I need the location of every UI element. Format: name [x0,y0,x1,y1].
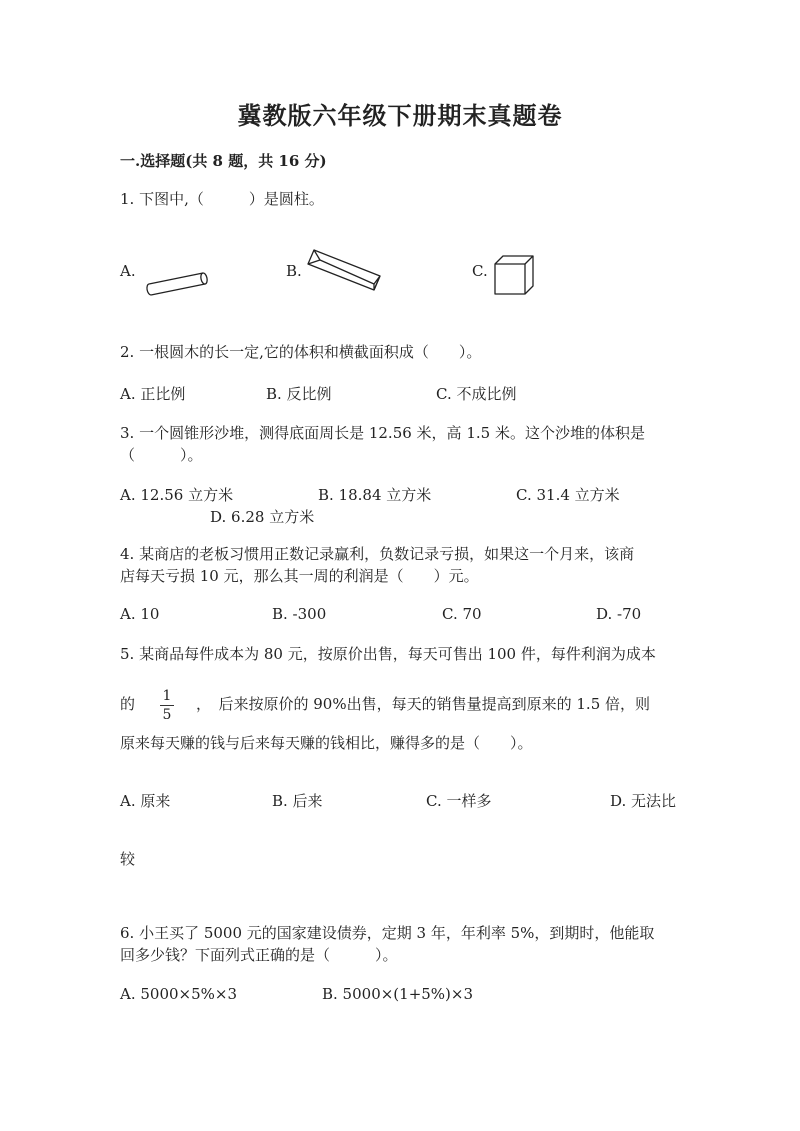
question-2-option-c: C. 不成比例 [436,385,517,403]
question-5-text-line1: 5. 某商品每件成本为 80 元，按原价出售，每天可售出 100 件，每件利润为成本 [120,645,656,663]
question-4-text-line2: 店每天亏损 10 元，那么其一周的利润是（ ）元。 [120,567,479,585]
question-1-option-c: C. [472,262,488,280]
fraction-numerator: 1 [162,688,172,704]
question-4-text-line1: 4. 某商店的老板习惯用正数记录赢利，负数记录亏损，如果这一个月来，该商 [120,545,635,563]
question-2-option-b: B. 反比例 [266,385,332,403]
question-5-option-c: C. 一样多 [426,792,492,810]
cube-icon [492,253,534,297]
question-5-option-a: A. 原来 [120,792,171,810]
question-5-option-d: D. 无法比 [610,792,677,810]
question-3-option-b: B. 18.84 立方米 [318,486,432,504]
question-4-option-b: B. -300 [272,605,327,623]
question-5-text-prefix: 的 [120,695,136,713]
question-6-text-line2: 回多少钱？下面列式正确的是（ ）。 [120,946,398,964]
question-2-option-a: A. 正比例 [120,385,186,403]
triangular-prism-icon [300,246,386,296]
question-6-option-b: B. 5000×(1+5%)×3 [322,985,474,1003]
question-4-option-a: A. 10 [120,605,160,623]
cylinder-icon [140,268,212,298]
question-5-fraction [160,685,174,723]
section-heading: 一.选择题(共 8 题，共 16 分) [120,152,327,170]
question-6-text-line1: 6. 小王买了 5000 元的国家建设债券，定期 3 年，年利率 5%，到期时，他能取 [120,924,655,942]
question-5-option-b: B. 后来 [272,792,323,810]
question-3-option-c: C. 31.4 立方米 [516,486,620,504]
question-3-option-a: A. 12.56 立方米 [120,486,234,504]
question-4-option-c: C. 70 [442,605,482,623]
question-5-text-line3: 原来每天赚的钱与后来每天赚的钱相比，赚得多的是（ ）。 [120,734,533,752]
question-2-text: 2. 一根圆木的长一定,它的体积和横截面积成（ ）。 [120,343,482,361]
question-1-option-b: B. [286,262,302,280]
question-5-option-d-wrap: 较 [120,850,136,868]
question-1-option-a: A. [120,262,136,280]
question-1-text: 1. 下图中,（ ）是圆柱。 [120,190,324,208]
question-3-text-line2: （ ）。 [120,446,203,464]
fraction-bar [160,705,174,706]
fraction-denominator: 5 [162,707,172,723]
question-6-option-a: A. 5000×5%×3 [120,985,238,1003]
page-title: 冀教版六年级下册期末真题卷 [237,101,563,130]
question-3-option-d: D. 6.28 立方米 [210,508,315,526]
question-3-text-line1: 3. 一个圆锥形沙堆，测得底面周长是 12.56 米，高 1.5 米。这个沙堆的体积是 [120,424,645,442]
question-5-text-suffix: ， 后来按原价的 90%出售，每天的销售量提高到原来的 1.5 倍，则 [196,695,651,713]
question-4-option-d: D. -70 [596,605,642,623]
